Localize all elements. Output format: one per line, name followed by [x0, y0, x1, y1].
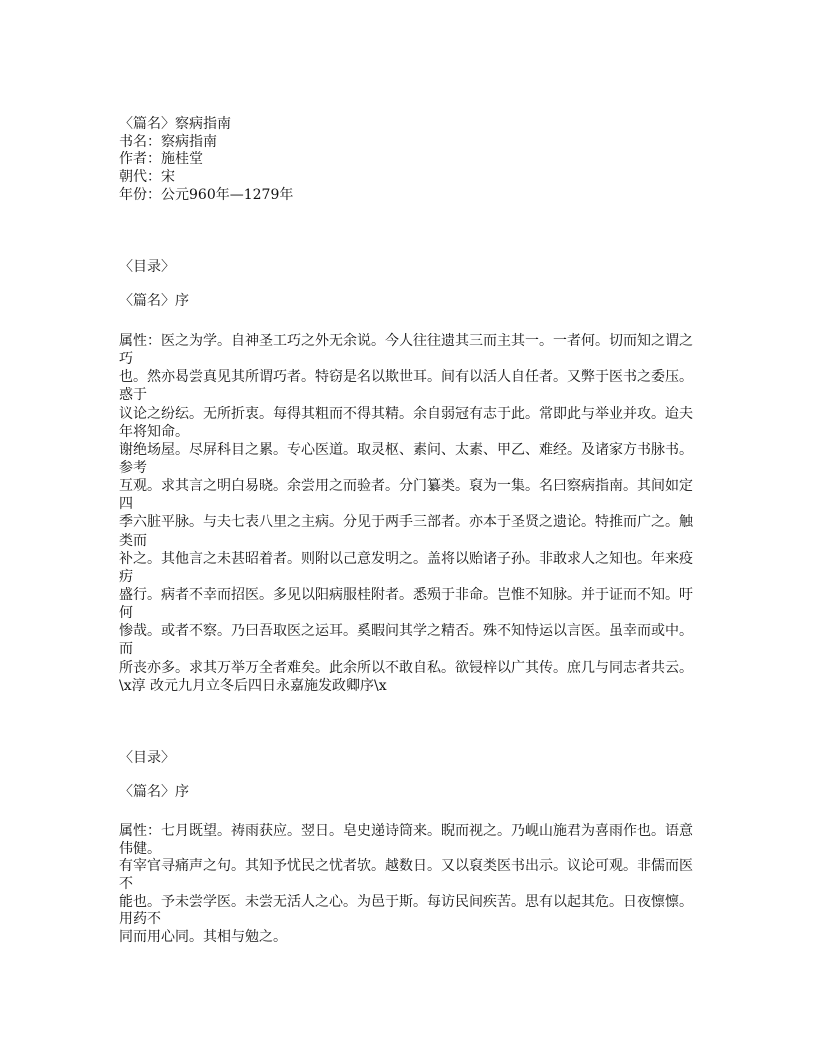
preface-1-body — [119, 332, 719, 695]
text-line: 惑于 — [119, 387, 147, 404]
text-line: \x淳 改元九月立冬后四日永嘉施发政卿序\x — [119, 677, 387, 694]
text-line: 不 — [119, 876, 133, 893]
text-line: 何 — [119, 605, 133, 622]
text-line: 伟健。 — [119, 840, 161, 857]
chapter-heading-2: 〈篇名〉序 — [119, 784, 189, 800]
text-line: 巧 — [119, 351, 133, 368]
text-line: 补之。其他言之未甚昭着者。则附以己意发明之。盖将以贻诸子孙。非敢求人之知也。年来疫 — [119, 550, 693, 567]
text-line: 同而用心同。其相与勉之。 — [119, 929, 287, 946]
text-line: 季六脏平脉。与夫七表八里之主病。分见于两手三部者。亦本于圣贤之遗论。特推而广之。触 — [119, 514, 693, 531]
text-line: 惨哉。或者不察。乃曰吾取医之运耳。奚暇问其学之精否。殊不知恃运以言医。虽幸而或中。 — [119, 623, 693, 640]
text-line: 属性：医之为学。自神圣工巧之外无余说。今人往往遗其三而主其一。一者何。切而知之谓之 — [119, 333, 693, 349]
text-line: 类而 — [119, 532, 147, 549]
author: 作者：施桂堂 — [119, 151, 203, 168]
toc-heading-1: 〈目录〉 — [119, 259, 175, 275]
title-line: 〈篇名〉察病指南 — [119, 116, 231, 132]
document-header — [119, 116, 719, 204]
dynasty: 朝代：宋 — [119, 169, 175, 186]
text-line: 有宰官寻痛声之句。其知予忧民之忧者欤。越数日。又以裒类医书出示。议论可观。非儒而医 — [119, 858, 693, 875]
text-line: 年将知命。 — [119, 423, 189, 440]
text-line: 疠 — [119, 568, 133, 585]
text-line: 参考 — [119, 459, 147, 476]
text-line: 而 — [119, 641, 133, 658]
text-line: 盛行。病者不幸而招医。多见以阳病服桂附者。悉殒于非命。岂惟不知脉。并于证而不知。吁 — [119, 586, 693, 603]
text-line: 所丧亦多。求其万举万全者难矣。此余所以不敢自私。欲锓梓以广其传。庶几与同志者共云。 — [119, 659, 693, 676]
years: 年份：公元960年—1279年 — [119, 186, 294, 203]
book-name: 书名：察病指南 — [119, 133, 217, 150]
toc-heading-2: 〈目录〉 — [119, 750, 175, 766]
text-line: 议论之纷纭。无所折衷。每得其粗而不得其精。余自弱冠有志于此。常即此与举业并攻。迨夫 — [119, 405, 693, 422]
chapter-heading-1: 〈篇名〉序 — [119, 293, 189, 309]
text-line: 属性：七月既望。祷雨获应。翌日。皂史递诗筒来。睨而视之。乃岘山施君为喜雨作也。语意 — [119, 823, 693, 839]
text-line: 用药不 — [119, 911, 161, 928]
preface-2-body — [119, 823, 719, 947]
text-line: 谢绝场屋。尽屏科目之累。专心医道。取灵枢、素问、太素、甲乙、难经。及诸家方书脉书。 — [119, 441, 693, 458]
text-line: 也。然亦曷尝真见其所谓巧者。特窃是名以欺世耳。间有以活人自任者。又弊于医书之委压。 — [119, 369, 693, 386]
text-line: 四 — [119, 496, 133, 513]
text-line: 互观。求其言之明白易晓。余尝用之而验者。分门纂类。裒为一集。名曰察病指南。其间如定 — [119, 478, 693, 495]
text-line: 能也。予未尝学医。未尝无活人之心。为邑于斯。每访民间疾苦。思有以起其危。日夜懔懔。 — [119, 893, 693, 910]
